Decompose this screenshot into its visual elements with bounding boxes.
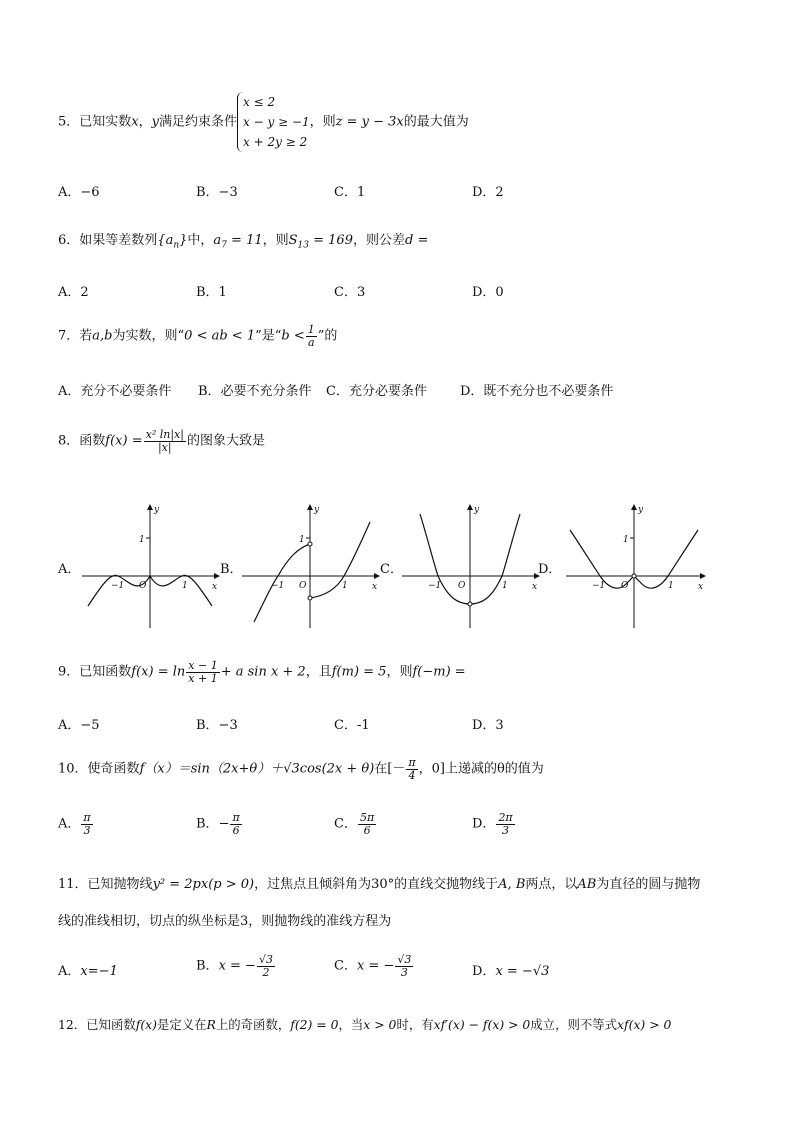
q11-text-e: 为直径的圆与抛物 <box>596 877 701 892</box>
q8-a-neg-one: −1 <box>111 581 125 591</box>
q8-d-neg-one: −1 <box>592 581 606 591</box>
q10-option-c-den: 6 <box>363 823 371 837</box>
q11-angle: 30° <box>371 877 395 892</box>
q10-option-d-num: 2π <box>498 811 513 824</box>
q6-text-b: 中， <box>187 233 214 248</box>
q8-graph-b <box>238 500 386 632</box>
q8-stem <box>58 429 265 453</box>
q6-seq-sub: n <box>173 240 180 251</box>
q6-text-d: ，则公差 <box>352 233 405 248</box>
q7-b-lt: b < <box>281 328 305 344</box>
q11-option-a-label: A． <box>58 964 81 979</box>
q6-d: d = <box>405 233 429 248</box>
q10-option-d-label: D． <box>472 816 496 832</box>
q11-option-c-label: C． <box>334 958 357 974</box>
q10-fraction <box>406 757 417 781</box>
q11-text-c: 的直线交抛物线于 <box>394 877 499 892</box>
q8-b-x-label: x <box>372 582 378 592</box>
q11-option-c-frac <box>395 954 413 978</box>
q11-option-b-den: 2 <box>262 965 270 979</box>
q11-option-b-frac <box>257 954 275 978</box>
q7-frac-num: 1 <box>307 323 315 336</box>
q6-option-b: B．1 <box>196 285 227 300</box>
q7-text-d: ”的 <box>317 328 338 344</box>
q9-option-d: D．3 <box>472 718 504 733</box>
q11-option-d <box>472 960 549 979</box>
q8-a-y-label: y <box>154 505 160 515</box>
q6-a7-sub: 7 <box>221 240 227 251</box>
q11-option-c-num: √3 <box>397 953 412 966</box>
q11-option-b-num: √3 <box>258 953 273 966</box>
q8-d-origin: O <box>621 581 629 591</box>
q10-fx: f（x）＝sin（2x+θ）＋√3cos(2x + θ) <box>139 761 375 777</box>
q8-a-x-label: x <box>212 582 218 592</box>
q10-frac-num: π <box>408 756 416 769</box>
q8-a-origin: O <box>139 581 147 591</box>
q6-option-d: D．0 <box>472 285 504 300</box>
q7-frac-den: a <box>307 335 315 349</box>
q8-frac-den: |x| <box>157 440 172 454</box>
q8-option-d-label: D． <box>538 562 562 577</box>
q6-a7-val: = 11 <box>226 233 263 248</box>
q8-d-y-label: y <box>638 505 644 515</box>
q9-text-b: ，且 <box>305 664 332 680</box>
q9-option-a: A．−5 <box>58 718 100 733</box>
q8-fraction <box>144 429 186 453</box>
q11-option-b-pre: x = − <box>218 958 256 974</box>
q9-fm: f(m) = 5 <box>331 664 387 680</box>
q10-option-b <box>196 812 243 836</box>
q9-frac-num: x − 1 <box>188 659 218 672</box>
q11-option-d-label: D． <box>472 964 496 979</box>
q10-option-a-label: A． <box>58 816 81 832</box>
q11-option-d-text: x = −√3 <box>495 964 550 979</box>
q5-constraint-1: x ≤ 2 <box>243 95 276 109</box>
q7-text-b: 为实数，则“ <box>112 328 185 344</box>
q8-b-one-x: 1 <box>342 581 348 591</box>
q10-option-d-den: 3 <box>502 823 510 837</box>
q6-stem <box>58 229 428 251</box>
q6-seq <box>157 233 188 251</box>
q5-constraint-3: x + 2y ≥ 2 <box>243 135 308 149</box>
q12-ineq2: xf(x) > 0 <box>617 1017 672 1032</box>
q6-option-c: C．3 <box>334 285 366 300</box>
q5-option-b: B．−3 <box>196 185 238 200</box>
q10-option-a-den: 3 <box>83 823 91 837</box>
q6-seq-open: {a <box>157 233 174 248</box>
q11-text-b: ，过焦点且倾斜角为 <box>254 877 372 892</box>
q12-ineq: xf′(x) − f(x) > 0 <box>433 1017 531 1032</box>
q8-frac-num: x² ln|x| <box>145 428 184 441</box>
q10-option-d-frac <box>496 812 514 836</box>
q8-a-one-y: 1 <box>139 535 145 545</box>
q6-a7-var: a <box>213 233 222 248</box>
q9-option-c: C．-1 <box>334 718 370 733</box>
q8-option-b-label: B． <box>220 562 243 577</box>
q10-option-b-num: π <box>232 811 240 824</box>
q12-text-b: 是定义在 <box>156 1017 207 1032</box>
q5-text-b: 满足约束条件 <box>159 114 238 130</box>
q11-stem-line1 <box>58 873 700 892</box>
q10-text-a: 使奇函数 <box>87 761 140 777</box>
q10-option-a-frac <box>81 812 92 836</box>
q12-text-f: 成立，则不等式 <box>530 1017 618 1032</box>
q12-text-d: ，当 <box>338 1017 364 1032</box>
q11-ab: A, B <box>498 877 526 892</box>
q5-text-a: 已知实数 <box>79 114 132 130</box>
q6-a7 <box>213 233 263 251</box>
q10-option-b-den: 6 <box>232 823 240 837</box>
q6-text-c: ，则 <box>262 233 289 248</box>
q7-ab: a,b <box>92 328 113 344</box>
q10-option-b-sign: − <box>218 816 230 832</box>
q5-constraint-2: x − y ≥ −1 <box>243 115 310 129</box>
q7-number: 7． <box>58 328 80 344</box>
q12-text-e: 时，有 <box>396 1017 434 1032</box>
q10-option-a <box>58 812 94 836</box>
q7-text-c: ”是“ <box>255 328 282 344</box>
q8-b-y-label: y <box>314 505 320 515</box>
q11-option-a-text: x=−1 <box>80 964 118 979</box>
q11-stem-line2: 线的准线相切，切点的纵坐标是3，则抛物线的准线方程为 <box>58 914 392 929</box>
q8-graph-a <box>78 500 226 632</box>
q8-a-one-x: 1 <box>182 581 188 591</box>
q8-option-a-label: A． <box>58 562 81 577</box>
q5-text-c: ，则 <box>309 114 336 130</box>
q9-text-a: 已知函数 <box>79 664 132 680</box>
q10-option-b-frac <box>230 812 241 836</box>
q5-stem <box>58 92 469 152</box>
q8-d-x-label: x <box>698 582 704 592</box>
q11-text-a: 已知抛物线 <box>87 877 153 892</box>
q8-fx: f(x) = <box>105 433 143 449</box>
q7-cond: 0 < ab < 1 <box>184 328 256 344</box>
q8-c-y-label: y <box>474 505 480 515</box>
q5-var-x: x <box>131 114 139 130</box>
q8-c-origin: O <box>458 581 466 591</box>
q6-s13-var: S <box>288 233 298 248</box>
q10-text-c: ，0]上递减的θ的值为 <box>418 761 544 777</box>
q6-number: 6． <box>58 233 80 248</box>
q10-option-c-frac <box>358 812 376 836</box>
q8-graph-d <box>562 500 712 632</box>
q7-option-c: C．充分必要条件 <box>326 384 427 399</box>
q8-c-neg-one: −1 <box>428 581 442 591</box>
q10-option-c-label: C． <box>334 816 357 832</box>
q11-option-c-den: 3 <box>400 965 408 979</box>
q5-option-a: A．−6 <box>58 185 100 200</box>
q10-number: 10． <box>58 761 88 777</box>
q9-frac-den: x + 1 <box>188 671 218 685</box>
q9-fraction <box>186 660 219 684</box>
q8-number: 8． <box>58 433 80 449</box>
q11-ab2: AB <box>577 877 597 892</box>
q5-constraint-system <box>237 92 310 152</box>
q5-number: 5． <box>58 114 80 130</box>
q5-text-d: 的最大值为 <box>403 114 469 130</box>
q8-b-neg-one: −1 <box>271 581 285 591</box>
q7-stem <box>58 324 337 348</box>
q9-stem <box>58 660 466 684</box>
q11-text-d: 两点，以 <box>525 877 578 892</box>
q5-var-y: y <box>151 114 160 130</box>
q7-option-b: B．必要不充分条件 <box>198 384 312 399</box>
q11-option-c-pre: x = − <box>356 958 395 974</box>
q11-eq: y² = 2px(p > 0) <box>152 877 255 892</box>
q9-fx: f(x) = ln <box>131 664 186 680</box>
q6-text-a: 如果等差数列 <box>79 233 158 248</box>
q5-expr: z = y − 3x <box>335 114 404 130</box>
q8-option-c-label: C． <box>380 562 403 577</box>
q7-option-d: D．既不充分也不必要条件 <box>460 384 614 399</box>
q6-option-a: A．2 <box>58 285 89 300</box>
q8-graph-c <box>398 500 546 632</box>
q11-option-a <box>58 960 118 979</box>
q5-option-c: C．1 <box>334 185 366 200</box>
q7-fraction <box>306 324 317 348</box>
q7-text-a: 若 <box>79 328 93 344</box>
q9-option-b: B．−3 <box>196 718 238 733</box>
q7-option-a: A．充分不必要条件 <box>58 384 172 399</box>
q8-b-origin: O <box>299 581 307 591</box>
q11-number: 11． <box>58 877 88 892</box>
q6-seq-close: } <box>179 233 188 248</box>
q8-c-one-x: 1 <box>502 581 508 591</box>
q8-d-one-y: 1 <box>623 535 629 545</box>
q12-text-a: 已知函数 <box>86 1017 136 1032</box>
q10-option-b-label: B． <box>196 816 219 832</box>
q12-stem <box>58 1015 671 1033</box>
q9-fnm: f(−m) = <box>412 664 466 680</box>
q9-number: 9． <box>58 664 80 680</box>
q10-stem <box>58 757 544 781</box>
q10-frac-den: 4 <box>408 768 416 782</box>
q5-sep: ， <box>138 114 152 130</box>
q9-rest: + a sin x + 2 <box>220 664 306 680</box>
q12-r: R <box>206 1017 216 1032</box>
q8-d-one-x: 1 <box>668 581 674 591</box>
q11-option-b-label: B． <box>196 958 219 974</box>
q11-option-b <box>196 954 276 978</box>
q6-s13-val: = 169 <box>309 233 353 248</box>
q10-text-b: 在[－ <box>374 761 406 777</box>
q10-option-c <box>334 812 377 836</box>
q6-s13-sub: 13 <box>297 240 309 251</box>
q8-b-one-y: 1 <box>299 535 305 545</box>
q10-option-c-num: 5π <box>359 811 375 824</box>
q9-text-c: ，则 <box>386 664 413 680</box>
q12-f2: f(2) = 0 <box>290 1017 339 1032</box>
q10-option-a-num: π <box>83 811 91 824</box>
q5-option-d: D．2 <box>472 185 504 200</box>
q10-option-d <box>472 812 516 836</box>
q12-text-c: 上的奇函数， <box>215 1017 291 1032</box>
q12-fx: f(x) <box>135 1017 157 1032</box>
q12-number: 12． <box>58 1017 87 1032</box>
q8-text-a: 函数 <box>79 433 106 449</box>
q8-c-x-label: x <box>532 582 538 592</box>
q12-xgt: x > 0 <box>363 1017 397 1032</box>
q11-option-c <box>334 954 414 978</box>
q6-s13 <box>288 233 353 251</box>
q8-text-b: 的图象大致是 <box>186 433 265 449</box>
